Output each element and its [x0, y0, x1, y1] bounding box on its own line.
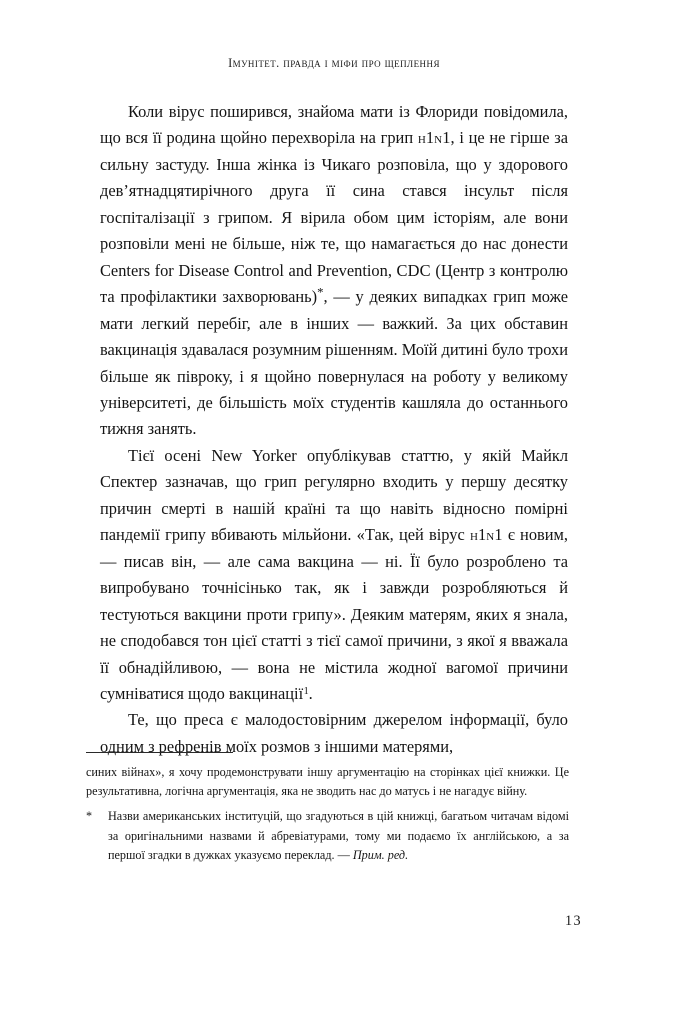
text-run: є новим, — писав він, — але сама вакцина — ні. Її було розроблено та випробувано точнісінько так, як і завжди розробляються й тестуються вакцини проти грипу». Деяким матерям, яких я знала, не сподобався тон цієї статті з тієї самої причини, з якої я вважала її обнадійливою, — вона не містила жодної вагомої причини сумніватися щодо вакцинації [100, 525, 569, 703]
footnote-separator-rule [86, 752, 233, 753]
footnote-item [86, 807, 569, 865]
running-head: Імунітет. правда і міфи про щеплення [228, 56, 440, 70]
text-run: Коли вірус поширився, знайома мати із Флориди повідомила, що вся її родина щойно перехворіла на грип [100, 102, 568, 148]
italic-run: Прим. ред. [352, 847, 409, 862]
text-run: Назви американських інституцій, що згадуються в цій книжці, багатьом читачам відомі за оригінальними назвами й абревіатурами, тому ми подаємо їх англійською, а за першої згадки в дужках указуємо переклад. — [108, 809, 569, 862]
footnote-text [108, 809, 569, 861]
oldstyle-figures-run: h1n1 [469, 525, 503, 545]
body-text-block [100, 99, 568, 760]
footnote-reference-asterisk: * [317, 285, 324, 300]
text-run: (Центр з контролю та профілактики захворювань) [100, 260, 568, 307]
footnote-reference-number: 1 [303, 685, 309, 697]
footnote-text [86, 765, 569, 798]
footnote-item [86, 763, 569, 801]
body-paragraph [100, 99, 568, 443]
text-run: , і це не гірше за сильну застуду. Інша жінка із Чикаго розповіла, що у здорового дев’ятнадцятирічного друга її сина стався інсульт після госпіталізації з грипом. Я вірила обом цим історіям, але вони розповіли мені не більше, ніж те, що намагається до нас донести Centers for Disease Control and Prevention, [100, 128, 568, 280]
footnote-block [86, 763, 569, 871]
text-run: , — у деяких випадках грип може мати легкий перебіг, але в інших — важкий. За цих обставин вакцинація здавалася розумним рішенням. Моїй дитині було трохи більше як півроку, і я щойно повернулася на роботу у великому університеті, де більшість моїх студентів кашляла до останнього тижня занять. [100, 287, 568, 439]
small-caps-run: CDC [396, 260, 431, 280]
body-paragraph [100, 443, 568, 708]
text-run: синих війнах», я хочу продемонструвати іншу аргументацію на сторінках цієї книжки. Це результативна, логічна аргументація, яка не зводить нас до матусь і не нагадує війну. [86, 765, 569, 799]
text-run: Тієї осені New Yorker опублікував статтю, у якій Майкл Спектер зазначав, що грип регулярно входить у першу десятку причин смерті в нашій країні та що навіть відносно помірні пандемії грипу вбивають мільйони. «Так, цей вірус [100, 445, 568, 545]
oldstyle-figures-run: h1n1 [417, 128, 451, 148]
page-number: 13 [565, 913, 582, 929]
text-run: . [308, 683, 313, 703]
text-run: Те, що преса є малодостовірним джерелом інформації, було одним з рефренів моїх розмов з іншими матерями, [100, 710, 568, 756]
footnote-marker: * [86, 809, 93, 824]
